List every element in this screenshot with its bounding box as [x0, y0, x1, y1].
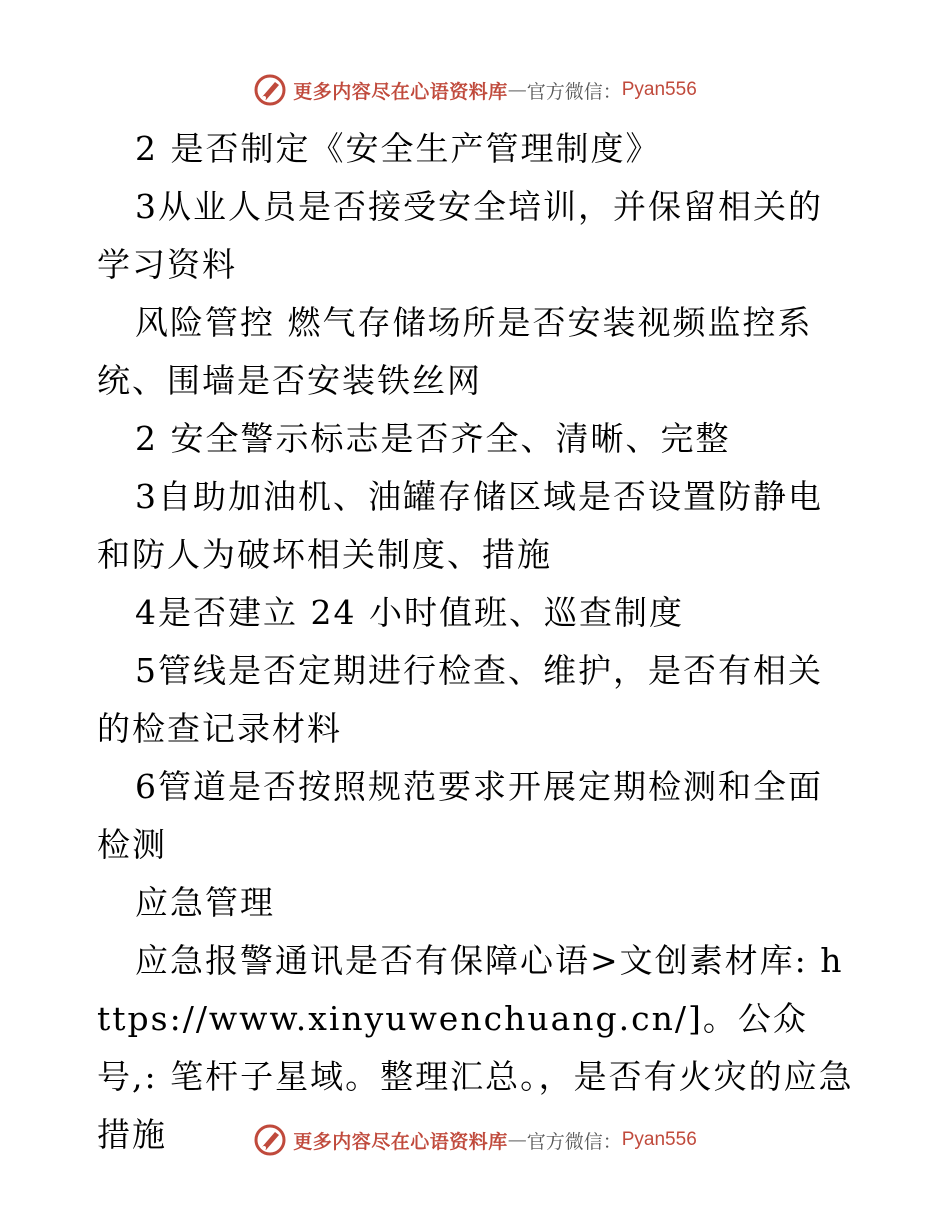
paragraph-6: 4是否建立 24 小时值班、巡查制度 — [135, 593, 684, 632]
paragraph-9: 应急管理 — [135, 883, 275, 922]
footer-banner-red-text: 更多内容尽在心语资料库 — [293, 1130, 508, 1153]
brand-logo-icon — [253, 1123, 287, 1157]
header-banner-red-text: 更多内容尽在心语资料库 — [293, 80, 508, 103]
header-banner-dash: — — [507, 79, 527, 101]
paragraph-1: 2 是否制定《安全生产管理制度》 — [135, 129, 661, 168]
paragraph-10: 应急报警通讯是否有保障心语>文创素材库: https://www.xinyuwenchuang.cn/]。公众号,: 笔杆子星域。整理汇总。，是否有火灾的应急措施 — [97, 941, 854, 1154]
footer-banner-dash: — — [507, 1129, 527, 1151]
footer-banner-id: Pyan556 — [621, 1129, 697, 1150]
header-banner-gray-text: 官方微信： — [526, 80, 622, 103]
paragraph-5: 3自助加油机、油罐存储区域是否设置防静电和防人为破坏相关制度、措施 — [97, 477, 823, 574]
paragraph-3: 风险管控 燃气存储场所是否安装视频监控系统、围墙是否安装铁丝网 — [97, 303, 813, 400]
header-watermark-banner — [0, 70, 950, 110]
footer-banner-gray-text: 官方微信： — [526, 1130, 622, 1153]
document-body — [97, 120, 857, 1164]
brand-logo-icon — [253, 73, 287, 107]
paragraph-4: 2 安全警示标志是否齐全、清晰、完整 — [135, 419, 731, 458]
header-banner-id: Pyan556 — [621, 79, 697, 100]
paragraph-8: 6管道是否按照规范要求开展定期检测和全面检测 — [97, 767, 823, 864]
paragraph-7: 5管线是否定期进行检查、维护，是否有相关的检查记录材料 — [97, 651, 823, 748]
footer-watermark-banner — [0, 1120, 950, 1160]
paragraph-2: 3从业人员是否接受安全培训，并保留相关的学习资料 — [97, 187, 823, 284]
